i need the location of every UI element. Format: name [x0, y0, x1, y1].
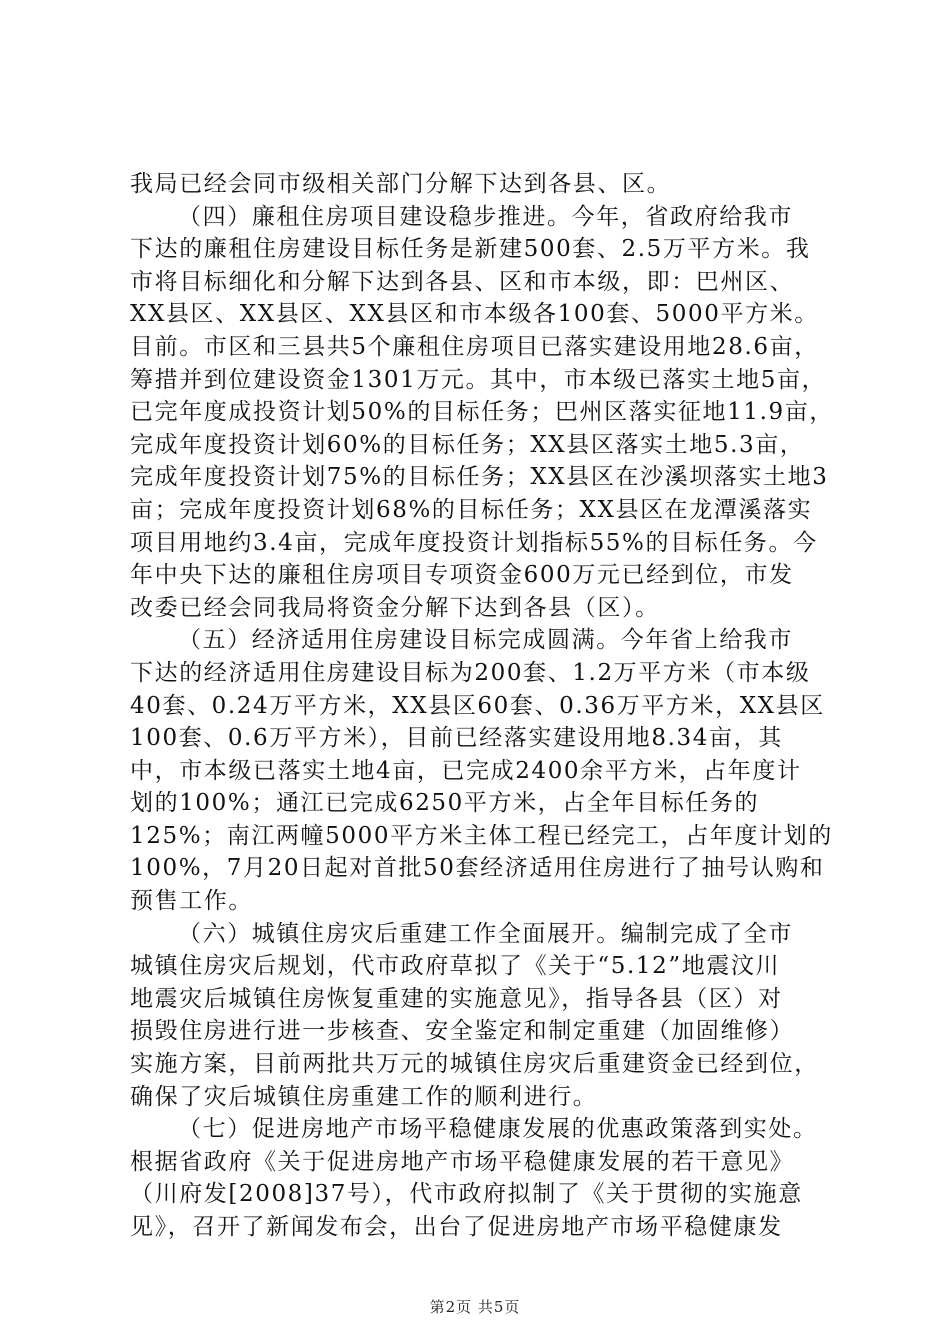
text-line: 筹措并到位建设资金1301万元。其中，市本级已落实土地5亩，	[130, 366, 827, 393]
text-line: 见》，召开了新闻发布会，出台了促进房地产市场平稳健康发	[130, 1214, 783, 1240]
text-line: 预售工作。	[130, 888, 253, 915]
text-line: 完成年度投资计划75%的目标任务；XX县区在沙溪坝落实土地3	[130, 464, 829, 491]
text-line: 年中央下达的廉租住房项目专项资金600万元已经到位，市发	[130, 562, 794, 589]
paragraph-first-line: （四）廉租住房项目建设稳步推进。今年，省政府给我市	[178, 203, 793, 230]
body-text	[130, 168, 850, 1244]
text-line: 已完年度成投资计划50%的目标任务；巴州区落实征地11.9亩，	[130, 399, 834, 426]
text-line: 100%，7月20日起对首批50套经济适用住房进行了抽号认购和	[130, 855, 825, 882]
text-line: （川府发[2008]37号），代市政府拟制了《关于贯彻的实施意	[130, 1181, 803, 1208]
paragraph-first-line: （五）经济适用住房建设目标完成圆满。今年省上给我市	[178, 627, 793, 654]
page-footer: 第2页 共5页	[429, 1298, 521, 1316]
text-line: 市将目标细化和分解下达到各县、区和市本级，即：巴州区、	[130, 268, 795, 295]
text-line: 划的100%；通江已完成6250平方米，占全年目标任务的	[130, 790, 760, 817]
text-line: 我局已经会同市级相关部门分解下达到各县、区。	[130, 171, 672, 197]
text-line: 40套、0.24万平方米，XX县区60套、0.36万平方米，XX县区	[130, 692, 825, 719]
text-line: 亩；完成年度投资计划68%的目标任务；XX县区在龙潭溪落实	[130, 496, 813, 523]
paragraph-first-line: （七）促进房地产市场平稳健康发展的优惠政策落到实处。	[178, 1116, 818, 1143]
text-line: 100套、0.6万平方米），目前已经落实建设用地8.34亩，其	[130, 725, 783, 752]
text-line: 项目用地约3.4亩，完成年度投资计划指标55%的目标任务。今	[130, 529, 818, 556]
text-line: 下达的廉租住房建设目标任务是新建500套、2.5万平方米。我	[130, 236, 811, 263]
text-line: 目前。市区和三县共5个廉租住房项目已落实建设用地28.6亩，	[130, 333, 819, 360]
text-line: 地震灾后城镇住房恢复重建的实施意见》，指导各县（区）对	[130, 985, 783, 1012]
text-line: XX县区、XX县区、XX县区和市本级各100套、5000平方米。	[130, 301, 819, 328]
paragraph-first-line: （六）城镇住房灾后重建工作全面展开。编制完成了全市	[178, 920, 793, 947]
text-line: 确保了灾后城镇住房重建工作的顺利进行。	[130, 1083, 598, 1110]
text-line: 完成年度投资计划60%的目标任务；XX县区落实土地5.3亩，	[130, 431, 805, 458]
text-line: 125%；南江两幢5000平方米主体工程已经完工，占年度计划的	[130, 822, 833, 849]
text-line: 实施方案，目前两批共万元的城镇住房灾后重建资金已经到位，	[130, 1051, 819, 1078]
text-line: 改委已经会同我局将资金分解下达到各县（区）。	[130, 594, 660, 621]
text-line: 中，市本级已落实土地4亩，已完成2400余平方米，占年度计	[130, 757, 802, 784]
text-line: 损毁住房进行进一步核查、安全鉴定和制定重建（加固维修）	[130, 1018, 795, 1045]
text-line: 根据省政府《关于促进房地产市场平稳健康发展的若干意见》	[130, 1148, 795, 1175]
text-line: 下达的经济适用住房建设目标为200套、1.2万平方米（市本级	[130, 659, 811, 686]
text-line: 城镇住房灾后规划，代市政府草拟了《关于“5.12”地震汶川	[130, 953, 781, 980]
